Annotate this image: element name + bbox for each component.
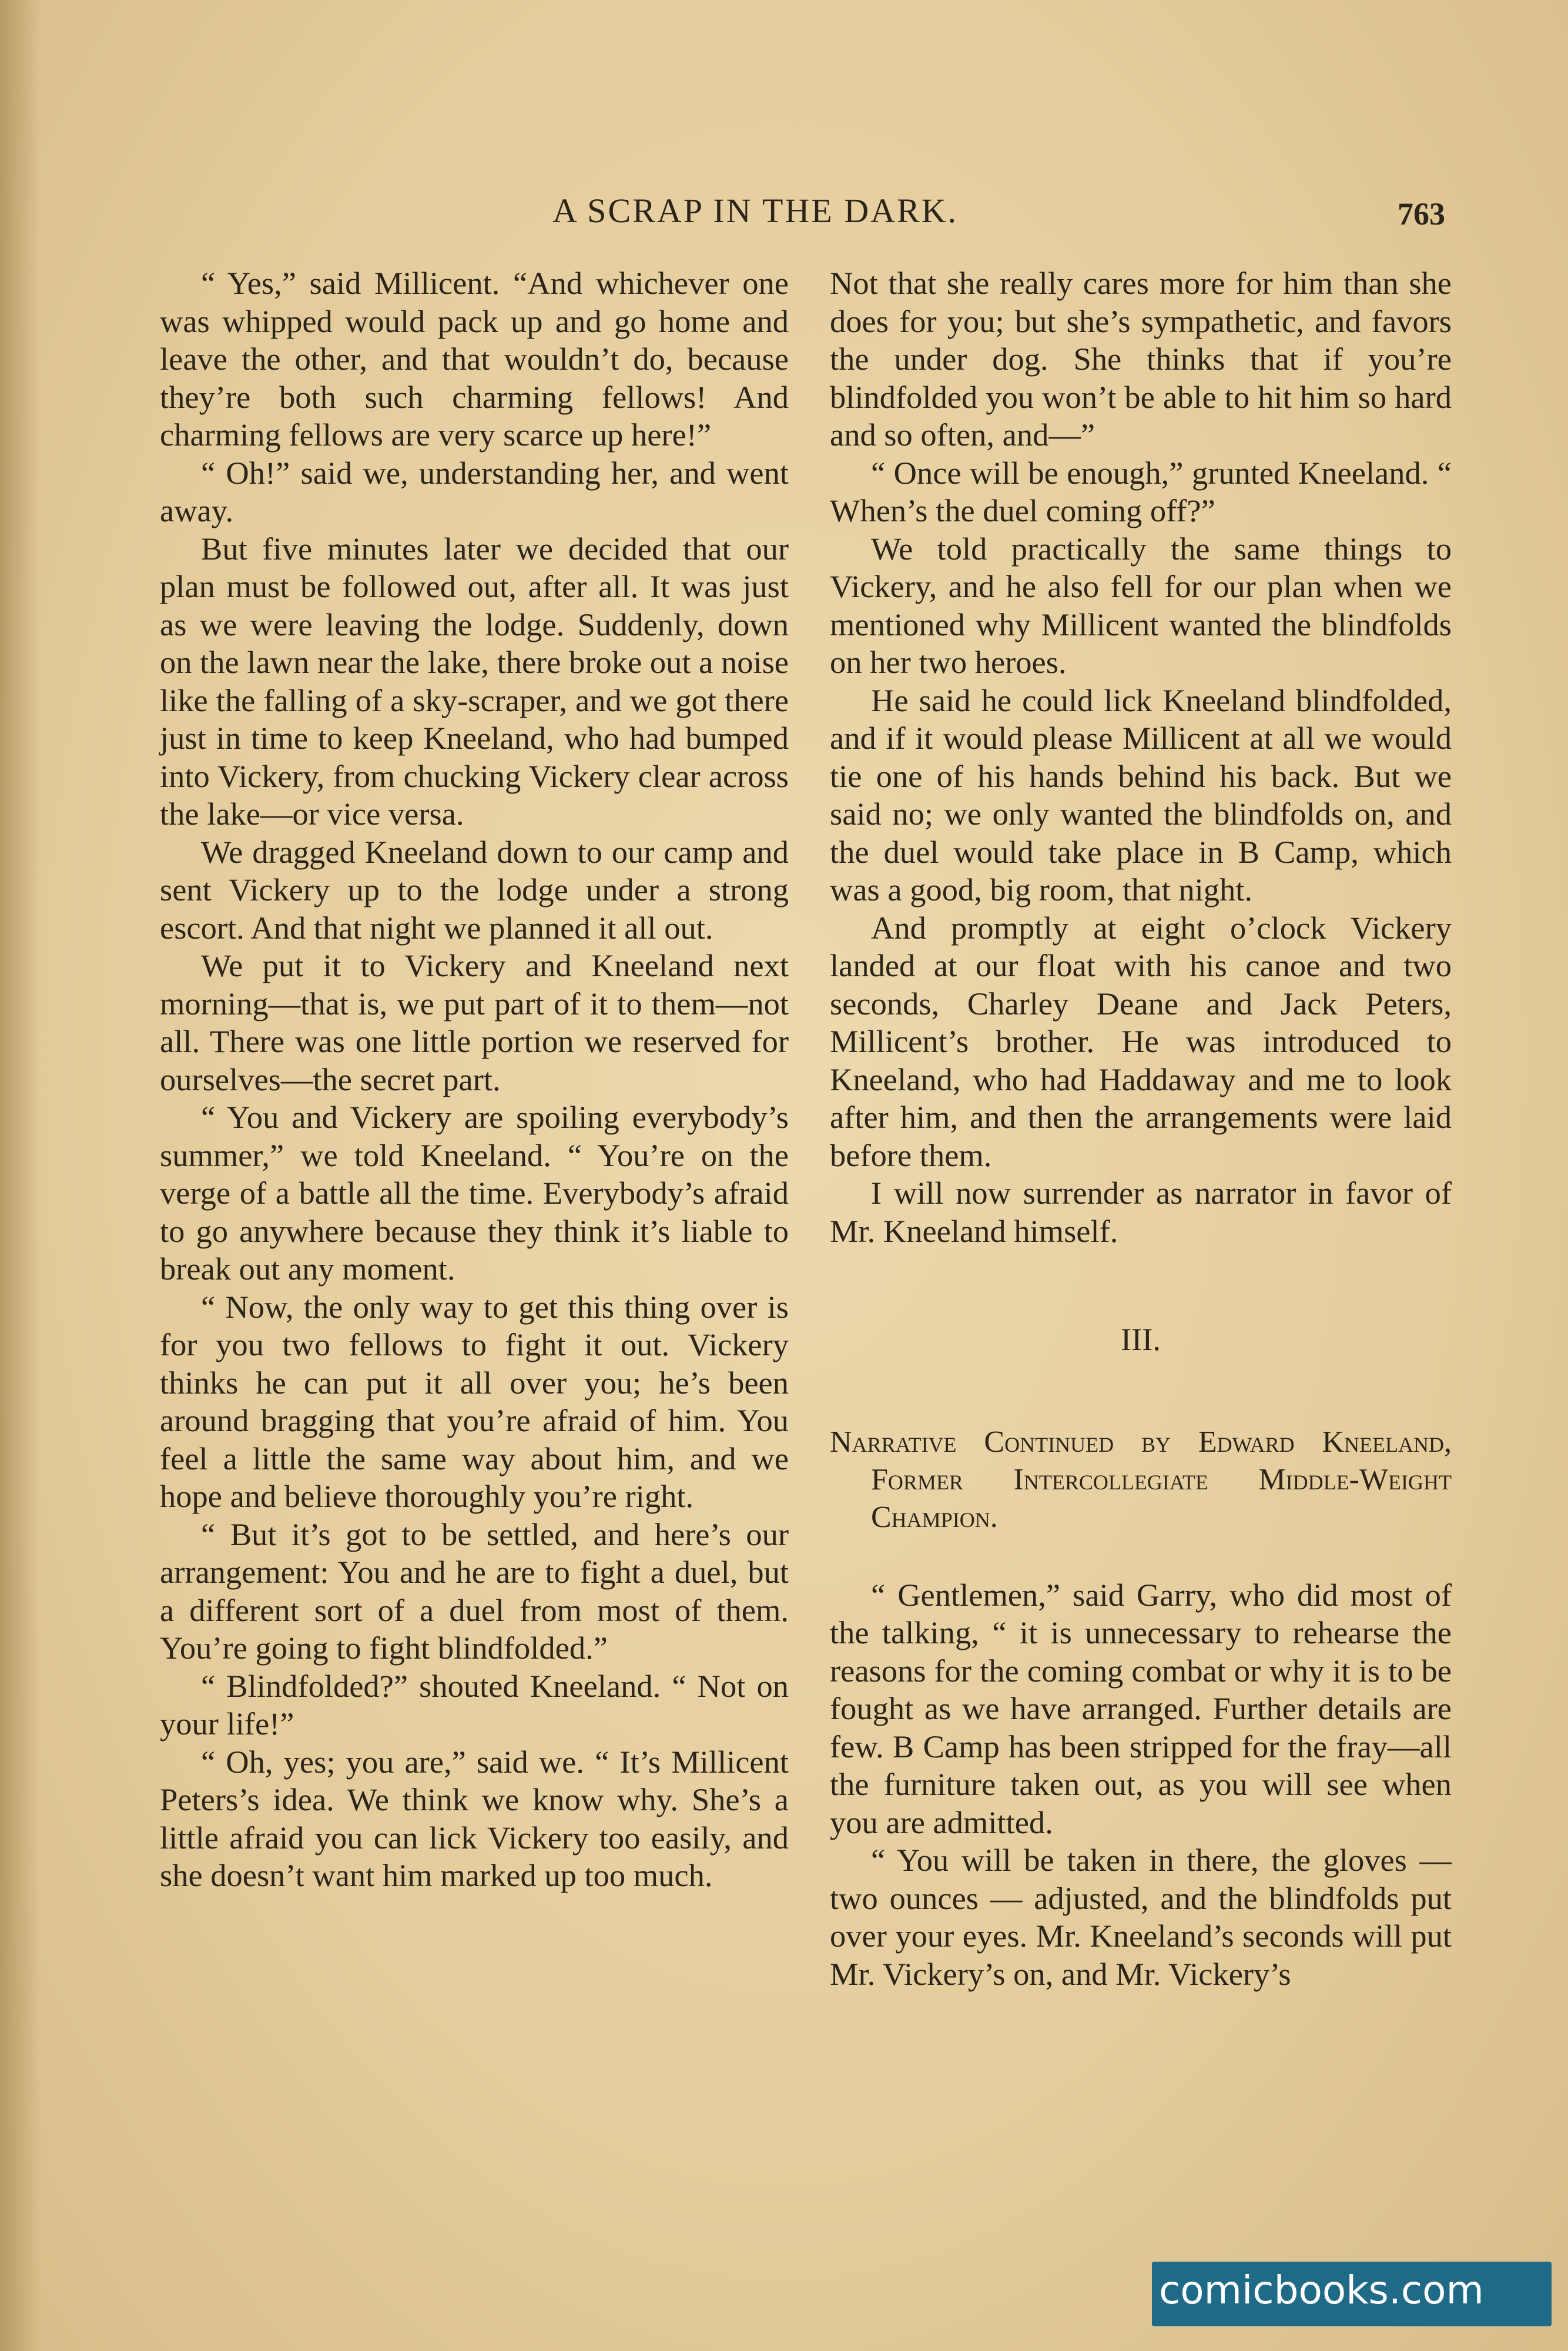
paragraph: “ Yes,” said Millicent. “And whichever one was whipped would pack up and go home and leave the other, and that wouldn’t do, because they’re both such charming fellows! And charming fellows are very scarce up here!”: [160, 265, 789, 453]
left-column: [160, 264, 789, 1895]
running-head: [0, 191, 1568, 238]
running-title: A SCRAP IN THE DARK.: [552, 192, 959, 230]
paragraph: But five minutes later we decided that our plan must be followed out, after all. It was just as we were leaving the lodge. Suddenly, down on the lawn near the lake, there broke out a noise like the falling of a sky-scraper, and we got there just in time to keep Kneeland, who had bumped into Vickery, from chucking Vickery clear across the lake—or vice versa.: [160, 530, 789, 832]
paragraph: “ Oh, yes; you are,” said we. “ It’s Millicent Peters’s idea. We think we know why. She’s a little afraid you can lick Vickery too easily, and she doesn’t want him marked up too much.: [160, 1743, 789, 1893]
paragraph: And promptly at eight o’clock Vickery landed at our float with his canoe and two seconds, Charley Deane and Jack Peters, Millicent’s brother. He was introduced to Kneeland, who had Haddaway and me to look after him, and then the arrangements were laid before them.: [830, 909, 1452, 1173]
paragraph: “ Now, the only way to get this thing over is for you two fellows to fight it out. Vickery thinks he can put it all over you; he’s been around bragging that you’re afraid of him. You feel a little the same way about him, and we hope and believe thoroughly you’re right.: [160, 1288, 789, 1514]
paragraph: We dragged Kneeland down to our camp and sent Vickery up to the lodge under a strong escort. And that night we planned it all out.: [160, 833, 789, 946]
watermark-text: comicbooks.com: [1159, 2268, 1484, 2313]
paragraph: “ But it’s got to be settled, and here’s our arrangement: You and he are to fight a duel, but a different sort of a duel from most of them. You’re going to fight blindfolded.”: [160, 1516, 789, 1666]
paragraph: “ You and Vickery are spoiling everybody’s summer,” we told Kneeland. “ You’re on the verge of a battle all the time. Everybody’s afraid to go anywhere because they think it’s liable to break out any moment.: [160, 1099, 789, 1287]
watermark: [1152, 2262, 1552, 2326]
paragraph: Not that she really cares more for him than she does for you; but she’s sympathetic, and favors the under dog. She thinks that if you’re blindfolded you won’t be able to hit him so hard and so often, and—”: [830, 265, 1452, 453]
paragraph: “ You will be taken in there, the gloves — two ounces — adjusted, and the blindfolds put over your eyes. Mr. Kneeland’s seconds will put Mr. Vickery’s on, and Mr. Vickery’s: [830, 1842, 1452, 1992]
page-number: 763: [1398, 196, 1445, 232]
section-number: III.: [1120, 1321, 1161, 1357]
page-shadow: [0, 0, 41, 2351]
right-column: [830, 264, 1452, 1993]
paragraph: “ Blindfolded?” shouted Kneeland. “ Not on your life!”: [160, 1667, 789, 1742]
paragraph: He said he could lick Kneeland blindfolded, and if it would please Millicent at all we would tie one of his hands behind his back. But we said no; we only wanted the blindfolds on, and the duel would take place in B Camp, which was a good, big room, that night.: [830, 682, 1452, 907]
section-heading: Narrative Continued by Edward Kneeland, Former Intercollegiate Middle-Weight Champion.: [830, 1425, 1452, 1534]
paragraph: “ Oh!” said we, understanding her, and went away.: [160, 454, 789, 528]
paragraph: “ Once will be enough,” grunted Kneeland. “ When’s the duel coming off?”: [830, 454, 1452, 528]
paragraph: We told practically the same things to Vickery, and he also fell for our plan when we mentioned why Millicent wanted the blindfolds on her two heroes.: [830, 530, 1452, 680]
paragraph: “ Gentlemen,” said Garry, who did most of the talking, “ it is unnecessary to rehearse the reasons for the coming combat or why it is to be fought as we have arranged. Further details are few. B Camp has been stripped for the fray—all the furniture taken out, as you will see when you are admitted.: [830, 1576, 1452, 1840]
paragraph: I will now surrender as narrator in favor of Mr. Kneeland himself.: [830, 1175, 1452, 1249]
paragraph: We put it to Vickery and Kneeland next morning—that is, we put part of it to them—not all. There was one little portion we reserved for ourselves—the secret part.: [160, 947, 789, 1097]
